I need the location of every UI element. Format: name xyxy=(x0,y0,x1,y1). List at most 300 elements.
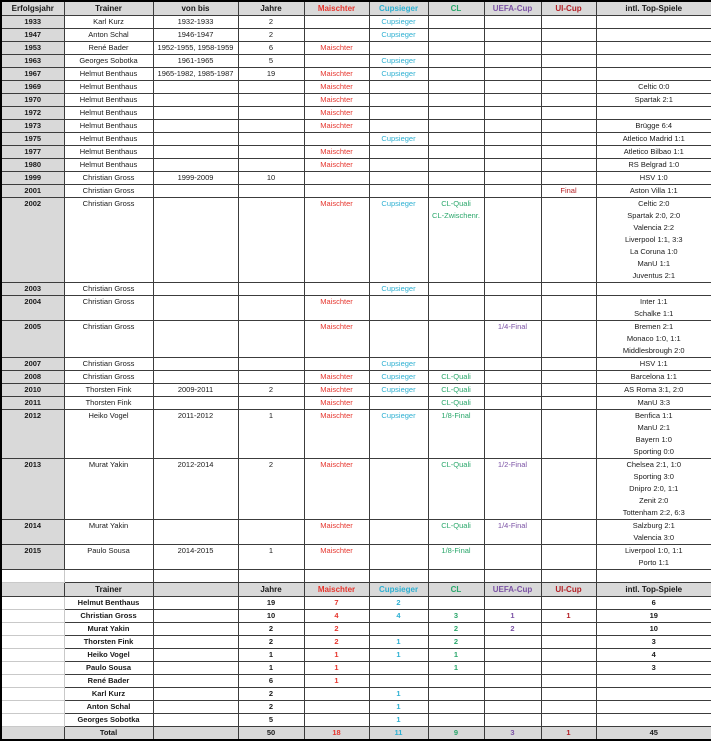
cell-trainer: Murat Yakin xyxy=(64,459,153,520)
row-1969 xyxy=(1,81,711,94)
cell-von_bis: 1946-1947 xyxy=(153,29,238,42)
row-2007 xyxy=(1,358,711,371)
cell-von_bis xyxy=(153,371,238,384)
cell-uefa xyxy=(484,688,541,701)
cell-blank xyxy=(1,610,64,623)
summary-header-ui-cup: UI-Cup xyxy=(541,583,596,597)
cell-cupsieger xyxy=(369,42,428,55)
cell-uefa xyxy=(484,701,541,714)
row-2003 xyxy=(1,283,711,296)
cell-maischter: Maischter xyxy=(304,397,369,410)
separator-cell xyxy=(64,570,153,583)
row-1933 xyxy=(1,16,711,29)
cell-von_bis xyxy=(153,120,238,133)
cell-trainer: Paulo Sousa xyxy=(64,662,153,675)
cell-uefa xyxy=(484,29,541,42)
cell-ui: 1 xyxy=(541,610,596,623)
cell-jahre xyxy=(238,397,304,410)
cell-uefa xyxy=(484,198,541,283)
cell-year: 2003 xyxy=(1,283,64,296)
row-2008 xyxy=(1,371,711,384)
cell-ui xyxy=(541,623,596,636)
cell-year: 2004 xyxy=(1,296,64,321)
cell-cl: CL-Quali xyxy=(428,520,484,545)
row-2004 xyxy=(1,296,711,321)
cell-blank xyxy=(153,623,238,636)
cell-jahre xyxy=(238,185,304,198)
cell-year: 2015 xyxy=(1,545,64,570)
cell-jahre: 2 xyxy=(238,701,304,714)
cell-cl: 1/8-Final xyxy=(428,410,484,459)
cell-cl xyxy=(428,42,484,55)
cell-year: 1977 xyxy=(1,146,64,159)
cell-cl xyxy=(428,146,484,159)
cell-intl xyxy=(596,283,711,296)
cell-trainer: Paulo Sousa xyxy=(64,545,153,570)
cell-year: 1967 xyxy=(1,68,64,81)
cell-uefa xyxy=(484,384,541,397)
cell-year: 1963 xyxy=(1,55,64,68)
cell-total-maischter: 18 xyxy=(304,727,369,741)
summary-header-jahre: Jahre xyxy=(238,583,304,597)
cell-jahre: 10 xyxy=(238,172,304,185)
cell-cupsieger: Cupsieger xyxy=(369,133,428,146)
cell-jahre: 19 xyxy=(238,68,304,81)
summary-row-georges-sobotka xyxy=(1,714,711,727)
cell-cupsieger xyxy=(369,459,428,520)
cell-trainer: Georges Sobotka xyxy=(64,714,153,727)
cell-uefa xyxy=(484,662,541,675)
row-1980 xyxy=(1,159,711,172)
cell-intl: Atletico Bilbao 1:1 xyxy=(596,146,711,159)
cell-cupsieger xyxy=(369,545,428,570)
row-1999 xyxy=(1,172,711,185)
cell-blank xyxy=(153,636,238,649)
summary-row-heiko-vogel xyxy=(1,649,711,662)
cell-von_bis xyxy=(153,198,238,283)
cell-trainer: Christian Gross xyxy=(64,296,153,321)
cell-von_bis xyxy=(153,520,238,545)
cell-maischter: Maischter xyxy=(304,159,369,172)
cell-cupsieger xyxy=(369,94,428,107)
cell-jahre: 1 xyxy=(238,662,304,675)
cell-cupsieger xyxy=(369,185,428,198)
cell-von_bis: 1999-2009 xyxy=(153,172,238,185)
cell-ui xyxy=(541,107,596,120)
cell-cl xyxy=(428,16,484,29)
cell-maischter xyxy=(304,16,369,29)
cell-cupsieger xyxy=(369,662,428,675)
cell-trainer: Karl Kurz xyxy=(64,688,153,701)
cell-ui xyxy=(541,120,596,133)
cell-von_bis: 1952-1955, 1958-1959 xyxy=(153,42,238,55)
cell-intl: Bremen 2:1 Monaco 1:0, 1:1 Middlesbrough 2:0 xyxy=(596,321,711,358)
summary-row-thorsten-fink xyxy=(1,636,711,649)
cell-intl xyxy=(596,42,711,55)
cell-uefa xyxy=(484,42,541,55)
cell-uefa: 2 xyxy=(484,623,541,636)
cell-intl: AS Roma 3:1, 2:0 xyxy=(596,384,711,397)
cell-trainer: Helmut Benthaus xyxy=(64,159,153,172)
row-2015 xyxy=(1,545,711,570)
cell-cl: 3 xyxy=(428,610,484,623)
row-1967 xyxy=(1,68,711,81)
cell-cupsieger xyxy=(369,520,428,545)
cell-year: 2007 xyxy=(1,358,64,371)
cell-year: 2001 xyxy=(1,185,64,198)
cell-cl xyxy=(428,701,484,714)
cell-cupsieger: 1 xyxy=(369,636,428,649)
cell-cupsieger xyxy=(369,146,428,159)
cell-cupsieger: Cupsieger xyxy=(369,384,428,397)
cell-year: 1947 xyxy=(1,29,64,42)
cell-jahre: 6 xyxy=(238,42,304,55)
cell-uefa xyxy=(484,94,541,107)
cell-uefa xyxy=(484,16,541,29)
cell-total-intl: 45 xyxy=(596,727,711,741)
cell-trainer: Anton Schal xyxy=(64,29,153,42)
summary-row-karl-kurz xyxy=(1,688,711,701)
summary-row-helmut-benthaus xyxy=(1,597,711,610)
cell-blank xyxy=(1,636,64,649)
cell-maischter: Maischter xyxy=(304,459,369,520)
cell-trainer: René Bader xyxy=(64,42,153,55)
summary-header-row xyxy=(1,583,711,597)
cell-uefa: 1/4-Final xyxy=(484,321,541,358)
cell-uefa: 1/2-Final xyxy=(484,459,541,520)
cell-intl: Atletico Madrid 1:1 xyxy=(596,133,711,146)
cell-intl: 4 xyxy=(596,649,711,662)
cell-cupsieger xyxy=(369,107,428,120)
cell-ui xyxy=(541,371,596,384)
cell-total-cl: 9 xyxy=(428,727,484,741)
cell-year: 1953 xyxy=(1,42,64,55)
cell-cupsieger xyxy=(369,296,428,321)
cell-maischter xyxy=(304,283,369,296)
cell-maischter: Maischter xyxy=(304,321,369,358)
cell-jahre: 2 xyxy=(238,384,304,397)
cell-maischter xyxy=(304,358,369,371)
cell-intl: Chelsea 2:1, 1:0 Sporting 3:0 Dnipro 2:0, 1:1 Zenit 2:0 Tottenham 2:2, 6:3 xyxy=(596,459,711,520)
cell-ui xyxy=(541,701,596,714)
cell-jahre xyxy=(238,146,304,159)
cell-intl: Spartak 2:1 xyxy=(596,94,711,107)
cell-trainer: Helmut Benthaus xyxy=(64,146,153,159)
separator-cell xyxy=(596,570,711,583)
cell-intl xyxy=(596,107,711,120)
cell-uefa xyxy=(484,172,541,185)
cell-maischter: Maischter xyxy=(304,42,369,55)
cell-von_bis: 2009-2011 xyxy=(153,384,238,397)
cell-ui xyxy=(541,649,596,662)
cell-uefa xyxy=(484,107,541,120)
cell-year: 1975 xyxy=(1,133,64,146)
cell-uefa xyxy=(484,81,541,94)
cell-uefa xyxy=(484,68,541,81)
cell-cl xyxy=(428,133,484,146)
cell-jahre xyxy=(238,296,304,321)
cell-year: 1969 xyxy=(1,81,64,94)
cell-ui xyxy=(541,55,596,68)
cell-maischter: Maischter xyxy=(304,296,369,321)
cell-ui xyxy=(541,133,596,146)
cell-ui xyxy=(541,597,596,610)
cell-trainer: Christian Gross xyxy=(64,371,153,384)
cell-uefa xyxy=(484,283,541,296)
cell-maischter: Maischter xyxy=(304,68,369,81)
cell-cl xyxy=(428,185,484,198)
cell-cupsieger xyxy=(369,397,428,410)
cell-year: 2011 xyxy=(1,397,64,410)
cell-blank xyxy=(153,675,238,688)
cell-uefa xyxy=(484,146,541,159)
cell-ui xyxy=(541,714,596,727)
cell-jahre: 2 xyxy=(238,16,304,29)
separator-cell xyxy=(541,570,596,583)
cell-uefa xyxy=(484,120,541,133)
cell-trainer: Christian Gross xyxy=(64,172,153,185)
cell-cl: CL-Quali xyxy=(428,371,484,384)
cell-total-jahre: 50 xyxy=(238,727,304,741)
header-ui-cup: UI-Cup xyxy=(541,1,596,16)
cell-jahre: 2 xyxy=(238,636,304,649)
cell-year: 2002 xyxy=(1,198,64,283)
summary-header-blank xyxy=(153,583,238,597)
cell-von_bis xyxy=(153,358,238,371)
cell-ui xyxy=(541,358,596,371)
cell-cl xyxy=(428,81,484,94)
cell-intl xyxy=(596,688,711,701)
cell-cl xyxy=(428,29,484,42)
cell-cl xyxy=(428,296,484,321)
cell-total-blank xyxy=(153,727,238,741)
cell-intl: HSV 1:0 xyxy=(596,172,711,185)
cell-intl xyxy=(596,675,711,688)
cell-blank xyxy=(1,623,64,636)
cell-trainer: Helmut Benthaus xyxy=(64,120,153,133)
cell-jahre: 2 xyxy=(238,688,304,701)
cell-cupsieger: Cupsieger xyxy=(369,68,428,81)
cell-cupsieger: 1 xyxy=(369,688,428,701)
cell-trainer: Helmut Benthaus xyxy=(64,81,153,94)
row-1973 xyxy=(1,120,711,133)
cell-jahre: 1 xyxy=(238,545,304,570)
cell-trainer: Thorsten Fink xyxy=(64,636,153,649)
cell-year: 2012 xyxy=(1,410,64,459)
cell-von_bis xyxy=(153,185,238,198)
cell-jahre: 1 xyxy=(238,410,304,459)
cell-year: 1970 xyxy=(1,94,64,107)
cell-uefa xyxy=(484,185,541,198)
cell-trainer: Christian Gross xyxy=(64,198,153,283)
cell-intl: 19 xyxy=(596,610,711,623)
cell-cl xyxy=(428,55,484,68)
cell-intl: RS Belgrad 1:0 xyxy=(596,159,711,172)
summary-header-maischter: Maischter xyxy=(304,583,369,597)
cell-ui xyxy=(541,146,596,159)
cell-uefa xyxy=(484,545,541,570)
cell-jahre: 6 xyxy=(238,675,304,688)
cell-ui xyxy=(541,410,596,459)
header-intl-top-spiele: intl. Top-Spiele xyxy=(596,1,711,16)
cell-jahre xyxy=(238,520,304,545)
cell-intl: 6 xyxy=(596,597,711,610)
cell-ui xyxy=(541,42,596,55)
cell-uefa xyxy=(484,371,541,384)
row-2011 xyxy=(1,397,711,410)
cell-total-uefa: 3 xyxy=(484,727,541,741)
cell-blank xyxy=(153,610,238,623)
cell-intl: 3 xyxy=(596,636,711,649)
cell-cl: 2 xyxy=(428,623,484,636)
cell-cl: CL-Quali xyxy=(428,397,484,410)
cell-ui xyxy=(541,94,596,107)
cell-trainer: Karl Kurz xyxy=(64,16,153,29)
cell-maischter: 2 xyxy=(304,636,369,649)
row-2005 xyxy=(1,321,711,358)
cell-jahre xyxy=(238,371,304,384)
cell-trainer: Thorsten Fink xyxy=(64,397,153,410)
cell-maischter: Maischter xyxy=(304,384,369,397)
summary-row-paulo-sousa xyxy=(1,662,711,675)
cell-intl: Celtic 0:0 xyxy=(596,81,711,94)
cell-cupsieger xyxy=(369,675,428,688)
cell-cupsieger xyxy=(369,120,428,133)
cell-blank xyxy=(1,649,64,662)
cell-ui xyxy=(541,545,596,570)
cell-von_bis: 2012-2014 xyxy=(153,459,238,520)
cell-year: 1933 xyxy=(1,16,64,29)
cell-uefa: 1 xyxy=(484,610,541,623)
cell-year: 2008 xyxy=(1,371,64,384)
main-header xyxy=(1,1,711,16)
cell-intl: Aston Villa 1:1 xyxy=(596,185,711,198)
cell-intl xyxy=(596,701,711,714)
row-1970 xyxy=(1,94,711,107)
cell-trainer: Christian Gross xyxy=(64,283,153,296)
cell-ui xyxy=(541,172,596,185)
cell-ui xyxy=(541,68,596,81)
cell-ui xyxy=(541,636,596,649)
row-1972 xyxy=(1,107,711,120)
cell-maischter: 4 xyxy=(304,610,369,623)
cell-von_bis: 1961-1965 xyxy=(153,55,238,68)
cell-year: 1999 xyxy=(1,172,64,185)
cell-cl: CL-Quali xyxy=(428,459,484,520)
cell-maischter: Maischter xyxy=(304,545,369,570)
cell-maischter: Maischter xyxy=(304,198,369,283)
summary-header-uefa-cup: UEFA-Cup xyxy=(484,583,541,597)
cell-year: 1973 xyxy=(1,120,64,133)
cell-jahre xyxy=(238,358,304,371)
cell-cupsieger: Cupsieger xyxy=(369,410,428,459)
separator xyxy=(1,570,711,583)
cell-trainer: Christian Gross xyxy=(64,321,153,358)
cell-von_bis xyxy=(153,133,238,146)
cell-ui xyxy=(541,16,596,29)
cell-maischter: Maischter xyxy=(304,120,369,133)
cell-von_bis xyxy=(153,283,238,296)
cell-ui xyxy=(541,29,596,42)
cell-jahre xyxy=(238,81,304,94)
cell-von_bis: 1932-1933 xyxy=(153,16,238,29)
cell-cl xyxy=(428,68,484,81)
cell-blank xyxy=(153,701,238,714)
cell-ui xyxy=(541,459,596,520)
cell-total-ui: 1 xyxy=(541,727,596,741)
cell-cupsieger xyxy=(369,172,428,185)
cell-trainer: Heiko Vogel xyxy=(64,649,153,662)
cell-trainer: Georges Sobotka xyxy=(64,55,153,68)
total-row xyxy=(1,727,711,741)
summary-row-anton-schal xyxy=(1,701,711,714)
cell-jahre: 2 xyxy=(238,459,304,520)
cell-blank xyxy=(153,662,238,675)
cell-jahre: 2 xyxy=(238,623,304,636)
cell-maischter xyxy=(304,172,369,185)
cell-maischter: Maischter xyxy=(304,520,369,545)
summary-header-intl-top-spiele: intl. Top-Spiele xyxy=(596,583,711,597)
cell-cupsieger: Cupsieger xyxy=(369,283,428,296)
cell-jahre: 2 xyxy=(238,29,304,42)
cell-jahre xyxy=(238,120,304,133)
cell-trainer: Christian Gross xyxy=(64,358,153,371)
cell-total-blank xyxy=(1,727,64,741)
cell-ui xyxy=(541,321,596,358)
row-1975 xyxy=(1,133,711,146)
cell-intl: ManU 3:3 xyxy=(596,397,711,410)
cell-intl: Liverpool 1:0, 1:1 Porto 1:1 xyxy=(596,545,711,570)
cell-uefa xyxy=(484,636,541,649)
cell-cl xyxy=(428,283,484,296)
cell-ui xyxy=(541,688,596,701)
cell-cl xyxy=(428,321,484,358)
main-rows xyxy=(1,16,711,570)
cell-jahre xyxy=(238,94,304,107)
cell-blank xyxy=(1,662,64,675)
cell-blank xyxy=(1,688,64,701)
separator-row xyxy=(1,570,711,583)
cell-maischter: Maischter xyxy=(304,107,369,120)
cell-cl xyxy=(428,358,484,371)
summary-rows xyxy=(1,597,711,727)
summary-header-trainer: Trainer xyxy=(64,583,153,597)
cell-von_bis xyxy=(153,81,238,94)
cell-cl: 1/8-Final xyxy=(428,545,484,570)
cell-intl: Benfica 1:1 ManU 2:1 Bayern 1:0 Sporting 0:0 xyxy=(596,410,711,459)
summary-header-blank xyxy=(1,583,64,597)
separator-cell xyxy=(304,570,369,583)
cell-trainer: Helmut Benthaus xyxy=(64,94,153,107)
cell-uefa xyxy=(484,597,541,610)
cell-year: 2013 xyxy=(1,459,64,520)
cell-maischter: 1 xyxy=(304,649,369,662)
cell-intl: 3 xyxy=(596,662,711,675)
cell-cupsieger xyxy=(369,81,428,94)
cell-blank xyxy=(1,714,64,727)
cell-maischter xyxy=(304,133,369,146)
cell-maischter: Maischter xyxy=(304,410,369,459)
header-uefa-cup: UEFA-Cup xyxy=(484,1,541,16)
cell-jahre: 5 xyxy=(238,55,304,68)
cell-cupsieger xyxy=(369,159,428,172)
cell-uefa xyxy=(484,133,541,146)
cell-trainer: Murat Yakin xyxy=(64,520,153,545)
cell-von_bis: 2014-2015 xyxy=(153,545,238,570)
row-2014 xyxy=(1,520,711,545)
row-2001 xyxy=(1,185,711,198)
cell-von_bis xyxy=(153,159,238,172)
